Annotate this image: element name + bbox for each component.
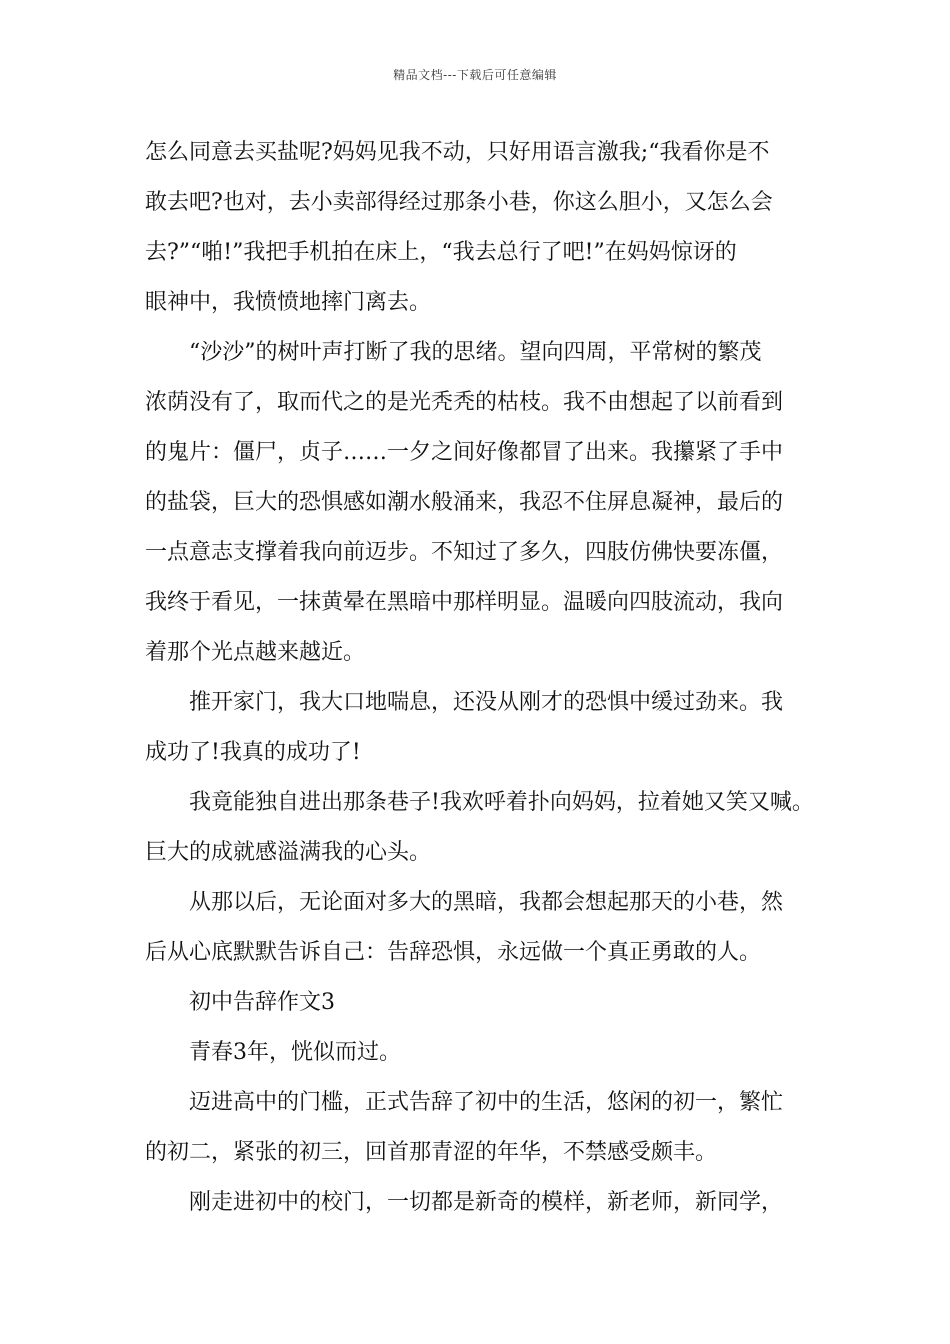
text-line: 巨大的成就感溢满我的心头。 [145,840,432,865]
text-line: 敢去吧?也对，去小卖部得经过那条小巷，你这么胆小，又怎么会 [145,190,773,215]
text-line: 去?”“啪!”我把手机拍在床上，“我去总行了吧!”在妈妈惊讶的 [145,240,737,265]
text-line: 的盐袋，巨大的恐惧感如潮水般涌来，我忍不住屏息凝神，最后的 [145,490,784,515]
text-line: 从那以后，无论面对多大的黑暗，我都会想起那天的小巷，然 [189,890,784,915]
text-line: 我终于看见，一抹黄晕在黑暗中那样明显。温暖向四肢流动，我向 [145,590,784,615]
text-line: 的初二，紧张的初三，回首那青涩的年华，不禁感受颇丰。 [145,1140,718,1165]
text-line: 怎么同意去买盐呢?妈妈见我不动，只好用语言激我;“我看你是不 [145,140,770,165]
text-line: 着那个光点越来越近。 [145,640,366,665]
text-line: 推开家门，我大口地喘息，还没从刚才的恐惧中缓过劲来。我 [189,690,784,715]
text-line: 后从心底默默告诉自己：告辞恐惧，永远做一个真正勇敢的人。 [145,940,762,965]
text-line: 一点意志支撑着我向前迈步。不知过了多久，四肢仿佛快要冻僵， [145,540,784,565]
document-body [145,128,825,1228]
text-line: 迈进高中的门槛，正式告辞了初中的生活，悠闲的初一，繁忙 [189,1090,784,1115]
text-line: “沙沙”的树叶声打断了我的思绪。望向四周，平常树的繁茂 [189,340,762,365]
text-line: 我竟能独自进出那条巷子!我欢呼着扑向妈妈，拉着她又笑又喊。 [189,790,814,815]
text-line: 的鬼片：僵尸，贞子……一夕之间好像都冒了出来。我攥紧了手中 [145,440,784,465]
text-line: 初中告辞作文3 [189,990,335,1015]
text-line: 青春3年，恍似而过。 [189,1040,401,1065]
text-line: 眼神中，我愤愤地摔门离去。 [145,290,432,315]
page-header: 精品文档---下载后可任意编辑 [393,68,557,82]
text-line: 刚走进初中的校门，一切都是新奇的模样，新老师，新同学， [189,1190,784,1215]
text-line: 浓荫没有了，取而代之的是光秃秃的枯枝。我不由想起了以前看到 [145,390,784,415]
text-line: 成功了!我真的成功了! [145,740,361,765]
